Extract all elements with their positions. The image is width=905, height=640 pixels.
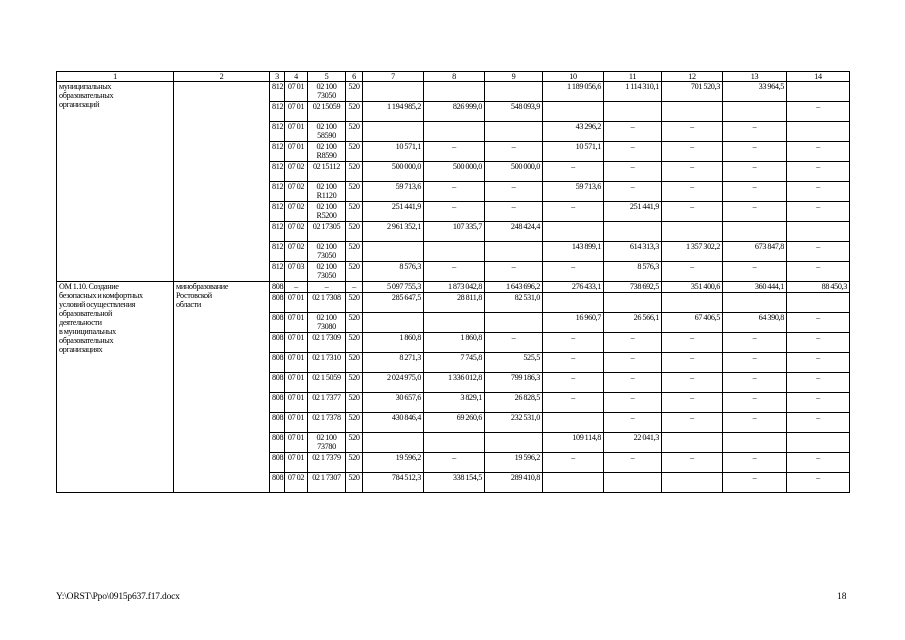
amount-cell: 26 566,1	[604, 313, 662, 333]
amount-cell: –	[485, 333, 543, 353]
grbs-code: 808	[270, 313, 285, 333]
amount-cell: –	[485, 182, 543, 202]
activity-name-line: муниципальных	[59, 82, 112, 91]
section-code: 07 02	[285, 473, 308, 493]
section-code: 07 01	[285, 413, 308, 433]
header-cell: 4	[285, 72, 308, 82]
expense-type-code: 520	[346, 453, 363, 473]
amount-cell: –	[723, 182, 787, 202]
activity-name-line: в муниципальных	[59, 327, 116, 336]
section-code: 07 01	[285, 393, 308, 413]
grbs-code: 812	[270, 202, 285, 222]
amount-cell	[363, 433, 424, 453]
amount-cell: 10 571,1	[363, 142, 424, 162]
grbs-code: 808	[270, 453, 285, 473]
amount-cell	[363, 313, 424, 333]
section-code: 07 01	[285, 433, 308, 453]
amount-cell: –	[543, 393, 604, 413]
activity-name-line: условий осуществления	[59, 300, 136, 309]
target-article-code: 02 100 73050	[308, 242, 346, 262]
activity-name-line: образовательных	[59, 91, 114, 100]
amount-cell	[363, 242, 424, 262]
amount-cell: –	[723, 453, 787, 473]
amount-cell: 799 186,3	[485, 373, 543, 393]
target-article-code: 02 1 7309	[308, 333, 346, 353]
amount-cell: –	[604, 142, 662, 162]
target-article-code: 02 15112	[308, 162, 346, 182]
amount-cell: 2 961 352,1	[363, 222, 424, 242]
amount-cell	[424, 122, 485, 142]
amount-cell: 1 873 042,8	[424, 282, 485, 293]
activity-name-line: безопасных и комфортных	[59, 291, 143, 300]
amount-cell: 701 520,3	[662, 82, 723, 102]
amount-cell: –	[485, 262, 543, 282]
amount-cell	[485, 82, 543, 102]
expense-type-code: 520	[346, 353, 363, 373]
amount-cell: –	[787, 242, 850, 262]
amount-cell: –	[485, 202, 543, 222]
amount-cell	[604, 102, 662, 122]
amount-cell: –	[787, 102, 850, 122]
amount-cell: –	[662, 202, 723, 222]
amount-cell: 1 336 012,8	[424, 373, 485, 393]
amount-cell: 59 713,6	[363, 182, 424, 202]
amount-cell: –	[543, 162, 604, 182]
table-row	[57, 82, 850, 102]
header-cell: 10	[543, 72, 604, 82]
amount-cell: 1 643 696,2	[485, 282, 543, 293]
amount-cell	[787, 222, 850, 242]
amount-cell: 143 899,1	[543, 242, 604, 262]
amount-cell	[424, 82, 485, 102]
amount-cell	[424, 313, 485, 333]
amount-cell: 351 400,6	[662, 282, 723, 293]
amount-cell: 26 828,5	[485, 393, 543, 413]
amount-cell: 28 811,8	[424, 293, 485, 313]
amount-cell: –	[604, 122, 662, 142]
amount-cell: –	[424, 182, 485, 202]
amount-cell: –	[723, 353, 787, 373]
activity-name-line: организациях	[59, 345, 103, 354]
target-article-code: 02 100 58590	[308, 122, 346, 142]
expense-type-code: 520	[346, 473, 363, 493]
grbs-code: 812	[270, 182, 285, 202]
grbs-code: 812	[270, 142, 285, 162]
amount-cell: –	[485, 142, 543, 162]
target-article-code: –	[308, 282, 346, 293]
amount-cell: 1 194 985,2	[363, 102, 424, 122]
target-article-code: 02 1 7310	[308, 353, 346, 373]
executor-cell	[174, 82, 270, 282]
grbs-code: 812	[270, 162, 285, 182]
expense-type-code: 520	[346, 313, 363, 333]
amount-cell: 826 999,0	[424, 102, 485, 122]
section-code: 07 01	[285, 142, 308, 162]
target-article-code: 02 100 R1120	[308, 182, 346, 202]
amount-cell: 5 097 755,3	[363, 282, 424, 293]
target-article-code: 02 100 73780	[308, 433, 346, 453]
expense-type-code: 520	[346, 222, 363, 242]
amount-cell: 548 093,9	[485, 102, 543, 122]
section-code: 07 01	[285, 293, 308, 313]
section-code: 07 01	[285, 102, 308, 122]
amount-cell: –	[543, 333, 604, 353]
header-cell: 8	[424, 72, 485, 82]
section-code: 07 01	[285, 333, 308, 353]
amount-cell: 16 960,7	[543, 313, 604, 333]
expense-type-code: 520	[346, 373, 363, 393]
target-article-code: 02 17305	[308, 222, 346, 242]
expense-type-code: 520	[346, 433, 363, 453]
section-code: 07 02	[285, 162, 308, 182]
target-article-code: 02 1 7379	[308, 453, 346, 473]
amount-cell: –	[723, 142, 787, 162]
amount-cell: 59 713,6	[543, 182, 604, 202]
amount-cell	[543, 293, 604, 313]
grbs-code: 812	[270, 262, 285, 282]
amount-cell: 673 847,8	[723, 242, 787, 262]
amount-cell	[424, 433, 485, 453]
target-article-code: 02 1 5059	[308, 373, 346, 393]
grbs-code: 808	[270, 393, 285, 413]
section-code: 07 02	[285, 242, 308, 262]
expense-type-code: 520	[346, 262, 363, 282]
amount-cell: 64 390,8	[723, 313, 787, 333]
amount-cell	[662, 433, 723, 453]
target-article-code: 02 100 73050	[308, 262, 346, 282]
target-article-code: 02 1 7307	[308, 473, 346, 493]
amount-cell: 500 000,0	[485, 162, 543, 182]
grbs-code: 812	[270, 122, 285, 142]
section-code: 07 02	[285, 202, 308, 222]
section-code: –	[285, 282, 308, 293]
amount-cell	[662, 222, 723, 242]
amount-cell: –	[787, 353, 850, 373]
amount-cell: –	[543, 353, 604, 373]
amount-cell: –	[787, 202, 850, 222]
executor-cell	[174, 282, 270, 493]
amount-cell: –	[787, 453, 850, 473]
amount-cell: 1 189 056,6	[543, 82, 604, 102]
amount-cell	[485, 122, 543, 142]
expense-type-code: 520	[346, 413, 363, 433]
amount-cell: –	[543, 262, 604, 282]
activity-name-line: образовательных	[59, 336, 114, 345]
grbs-code: 812	[270, 82, 285, 102]
amount-cell: 232 531,0	[485, 413, 543, 433]
grbs-code: 808	[270, 373, 285, 393]
grbs-code: 808	[270, 433, 285, 453]
amount-cell: 67 406,5	[662, 313, 723, 333]
amount-cell: –	[787, 333, 850, 353]
amount-cell: –	[543, 202, 604, 222]
header-cell: 11	[604, 72, 662, 82]
amount-cell: 2 024 975,0	[363, 373, 424, 393]
grbs-code: 808	[270, 282, 285, 293]
section-code: 07 03	[285, 262, 308, 282]
amount-cell	[723, 293, 787, 313]
activity-name-cell	[57, 82, 174, 282]
amount-cell: 8 576,3	[604, 262, 662, 282]
expense-type-code: 520	[346, 333, 363, 353]
amount-cell: 33 964,5	[723, 82, 787, 102]
grbs-code: 808	[270, 473, 285, 493]
header-cell: 3	[270, 72, 285, 82]
target-article-code: 02 100 R8590	[308, 142, 346, 162]
section-code: 07 01	[285, 373, 308, 393]
target-article-code: 02 1 7377	[308, 393, 346, 413]
expense-type-code: 520	[346, 122, 363, 142]
amount-cell: –	[723, 413, 787, 433]
amount-cell: –	[723, 373, 787, 393]
amount-cell: 251 441,9	[604, 202, 662, 222]
grbs-code: 812	[270, 222, 285, 242]
amount-cell	[723, 222, 787, 242]
amount-cell: –	[723, 162, 787, 182]
activity-name-line: деятельности	[59, 318, 102, 327]
amount-cell: 30 657,6	[363, 393, 424, 413]
target-article-code: 02 15059	[308, 102, 346, 122]
section-code: 07 01	[285, 82, 308, 102]
amount-cell: 338 154,5	[424, 473, 485, 493]
amount-cell: 289 410,8	[485, 473, 543, 493]
section-code: 07 02	[285, 222, 308, 242]
amount-cell: –	[662, 373, 723, 393]
amount-cell: 8 576,3	[363, 262, 424, 282]
amount-cell: 285 647,5	[363, 293, 424, 313]
activity-name-line: образовательной	[59, 309, 113, 318]
amount-cell: 500 000,0	[424, 162, 485, 182]
amount-cell: –	[787, 262, 850, 282]
amount-cell	[787, 433, 850, 453]
amount-cell: 3 829,1	[424, 393, 485, 413]
amount-cell	[604, 293, 662, 313]
expense-type-code: 520	[346, 162, 363, 182]
activity-name-cell	[57, 282, 174, 493]
amount-cell: 88 450,3	[787, 282, 850, 293]
amount-cell: 276 433,1	[543, 282, 604, 293]
amount-cell: –	[723, 202, 787, 222]
amount-cell	[662, 293, 723, 313]
amount-cell: –	[662, 353, 723, 373]
amount-cell	[723, 433, 787, 453]
amount-cell: –	[543, 453, 604, 473]
header-cell: 13	[723, 72, 787, 82]
amount-cell	[787, 293, 850, 313]
amount-cell: –	[662, 393, 723, 413]
amount-cell	[363, 82, 424, 102]
amount-cell: 251 441,9	[363, 202, 424, 222]
amount-cell: 107 335,7	[424, 222, 485, 242]
amount-cell: –	[424, 142, 485, 162]
amount-cell: –	[424, 202, 485, 222]
amount-cell	[604, 473, 662, 493]
amount-cell: –	[787, 413, 850, 433]
amount-cell: –	[604, 453, 662, 473]
amount-cell: –	[543, 373, 604, 393]
amount-cell: –	[604, 162, 662, 182]
amount-cell: 43 296,2	[543, 122, 604, 142]
expense-type-code: 520	[346, 242, 363, 262]
budget-table	[56, 71, 850, 493]
amount-cell: –	[662, 142, 723, 162]
amount-cell: 1 860,8	[424, 333, 485, 353]
amount-cell: –	[604, 333, 662, 353]
amount-cell: 69 260,6	[424, 413, 485, 433]
footer-file-path: Y:\ORST\Ppo\0915p637.f17.docx	[56, 592, 180, 602]
amount-cell	[787, 82, 850, 102]
amount-cell: 7 745,8	[424, 353, 485, 373]
target-article-code: 02 100 73080	[308, 313, 346, 333]
amount-cell	[723, 102, 787, 122]
expense-type-code: 520	[346, 202, 363, 222]
grbs-code: 808	[270, 413, 285, 433]
amount-cell	[543, 413, 604, 433]
table-row	[57, 282, 850, 293]
header-cell: 2	[174, 72, 270, 82]
expense-type-code: 520	[346, 102, 363, 122]
header-cell: 12	[662, 72, 723, 82]
amount-cell: –	[662, 122, 723, 142]
executor-line: области	[176, 300, 201, 309]
expense-type-code: 520	[346, 182, 363, 202]
amount-cell: 19 596,2	[485, 453, 543, 473]
activity-name-line: организаций	[59, 100, 100, 109]
amount-cell: 738 692,5	[604, 282, 662, 293]
header-cell: 14	[787, 72, 850, 82]
amount-cell	[485, 433, 543, 453]
expense-type-code: 520	[346, 142, 363, 162]
header-cell: 1	[57, 72, 174, 82]
target-article-code: 02 100 73050	[308, 82, 346, 102]
amount-cell: –	[787, 142, 850, 162]
amount-cell: –	[787, 162, 850, 182]
amount-cell: –	[662, 262, 723, 282]
header-cell: 9	[485, 72, 543, 82]
amount-cell: –	[424, 262, 485, 282]
section-code: 07 02	[285, 182, 308, 202]
grbs-code: 808	[270, 293, 285, 313]
amount-cell: 1 860,8	[363, 333, 424, 353]
grbs-code: 808	[270, 353, 285, 373]
expense-type-code: 520	[346, 393, 363, 413]
amount-cell: 1 114 310,1	[604, 82, 662, 102]
section-code: 07 01	[285, 453, 308, 473]
amount-cell: 360 444,1	[723, 282, 787, 293]
amount-cell: –	[662, 162, 723, 182]
expense-type-code: 520	[346, 293, 363, 313]
amount-cell: –	[787, 473, 850, 493]
amount-cell	[662, 473, 723, 493]
amount-cell: 614 313,3	[604, 242, 662, 262]
amount-cell: 430 846,4	[363, 413, 424, 433]
target-article-code: 02 1 7378	[308, 413, 346, 433]
amount-cell: 22 041,3	[604, 433, 662, 453]
amount-cell: –	[604, 393, 662, 413]
expense-type-code: 520	[346, 82, 363, 102]
amount-cell	[543, 102, 604, 122]
amount-cell: 109 114,8	[543, 433, 604, 453]
amount-cell: –	[604, 413, 662, 433]
amount-cell: 82 531,0	[485, 293, 543, 313]
amount-cell	[662, 102, 723, 122]
amount-cell: 500 000,0	[363, 162, 424, 182]
amount-cell	[485, 242, 543, 262]
amount-cell: –	[604, 182, 662, 202]
grbs-code: 812	[270, 102, 285, 122]
amount-cell	[485, 313, 543, 333]
header-cell: 5	[308, 72, 346, 82]
header-cell: 6	[346, 72, 363, 82]
executor-line: минобразование	[176, 282, 229, 291]
amount-cell	[424, 242, 485, 262]
amount-cell	[543, 473, 604, 493]
amount-cell: –	[723, 122, 787, 142]
amount-cell: –	[787, 182, 850, 202]
amount-cell: –	[662, 413, 723, 433]
amount-cell: 525,5	[485, 353, 543, 373]
amount-cell	[363, 122, 424, 142]
expense-type-code: –	[346, 282, 363, 293]
footer-page-number: 18	[837, 592, 847, 602]
amount-cell: 19 596,2	[363, 453, 424, 473]
amount-cell	[543, 222, 604, 242]
amount-cell: 1 357 302,2	[662, 242, 723, 262]
amount-cell: –	[662, 182, 723, 202]
target-article-code: 02 100 R5200	[308, 202, 346, 222]
amount-cell: 784 512,3	[363, 473, 424, 493]
header-cell: 7	[363, 72, 424, 82]
target-article-code: 02 1 7308	[308, 293, 346, 313]
amount-cell	[604, 222, 662, 242]
amount-cell: –	[723, 262, 787, 282]
amount-cell: –	[662, 333, 723, 353]
grbs-code: 808	[270, 333, 285, 353]
header-row	[57, 72, 850, 82]
amount-cell: –	[723, 333, 787, 353]
amount-cell: –	[787, 393, 850, 413]
amount-cell: –	[604, 353, 662, 373]
executor-line: Ростовской	[176, 291, 212, 300]
section-code: 07 01	[285, 313, 308, 333]
grbs-code: 812	[270, 242, 285, 262]
section-code: 07 01	[285, 353, 308, 373]
section-code: 07 01	[285, 122, 308, 142]
amount-cell: –	[787, 313, 850, 333]
amount-cell: 8 271,3	[363, 353, 424, 373]
amount-cell: –	[662, 453, 723, 473]
amount-cell: –	[723, 473, 787, 493]
amount-cell: –	[723, 393, 787, 413]
activity-name-line: ОМ 1.10. Создание	[59, 282, 119, 291]
amount-cell: –	[424, 453, 485, 473]
amount-cell: –	[787, 373, 850, 393]
amount-cell: 10 571,1	[543, 142, 604, 162]
amount-cell: –	[604, 373, 662, 393]
amount-cell	[787, 122, 850, 142]
amount-cell: 248 424,4	[485, 222, 543, 242]
